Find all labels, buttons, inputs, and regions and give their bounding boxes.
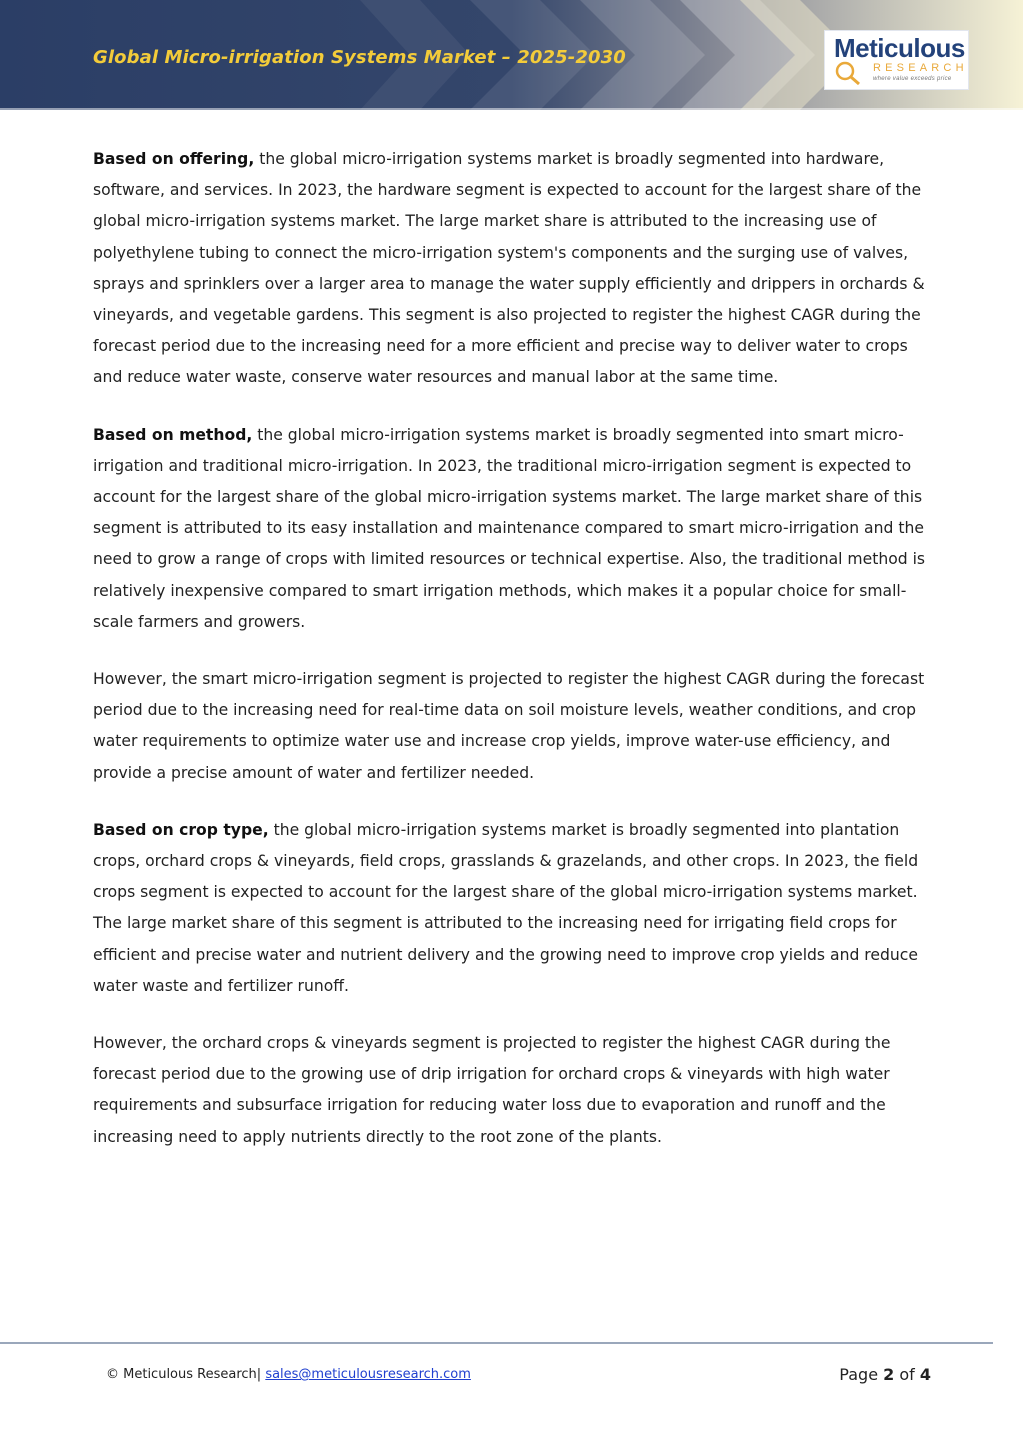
document-title: Global Micro-irrigation Systems Market – 2025-2030: [93, 47, 626, 68]
page-current: 2: [883, 1365, 895, 1384]
page-prefix: Page: [839, 1365, 884, 1384]
paragraph-method: [93, 420, 938, 638]
paragraph-text: However, the orchard crops & vineyards segment is projected to register the highest CAGR during the forecast period due to the growing use of drip irrigation for orchard crops & vineyards with high water requirements and subsurface irrigation for reducing water loss due to evaporation and runoff and the increasing need to apply nutrients directly to the root zone of the plants.: [93, 1034, 891, 1146]
paragraph-orchard-crops: [93, 1028, 938, 1153]
page-header: [0, 0, 1023, 110]
paragraph-text: the global micro-irrigation systems market is broadly segmented into hardware, software, and services. In 2023, the hardware segment is expected to account for the largest share of the global micro-irrigation systems market. The large market share is attributed to the increasing use of polyethylene tubing to connect the micro-irrigation system's components and the surging use of valves, sprays and sprinklers over a larger area to manage the water supply efficiently and drippers in orchards & vineyards, and vegetable gardens. This segment is also projected to register the highest CAGR during the forecast period due to the increasing need for a more efficient and precise way to deliver water to crops and reduce water waste, conserve water resources and manual labor at the same time.: [93, 150, 925, 387]
paragraph-crop-type: [93, 815, 938, 1002]
footer-copyright: [106, 1367, 471, 1382]
footer-divider: [0, 1342, 993, 1344]
page-total: 4: [919, 1365, 931, 1384]
paragraph-lead: Based on offering,: [93, 150, 255, 168]
sales-email-link[interactable]: sales@meticulousresearch.com: [265, 1367, 471, 1382]
copyright-text: © Meticulous Research|: [106, 1367, 262, 1382]
page-number: [839, 1365, 931, 1384]
page-of: of: [894, 1365, 920, 1384]
magnifier-icon: [833, 61, 873, 85]
paragraph-lead: Based on method,: [93, 425, 253, 444]
document-body: [93, 144, 938, 1179]
paragraph-lead: Based on crop type,: [93, 820, 269, 839]
paragraph-text: the global micro-irrigation systems market is broadly segmented into smart micro-irrigation and traditional micro-irrigation. In 2023, the traditional micro-irrigation segment is expected to account for the largest share of the global micro-irrigation systems market. The large market share of this segment is attributed to its easy installation and maintenance compared to smart micro-irrigation and the need to grow a range of crops with limited resources or technical expertise. Also, the traditional method is relatively inexpensive compared to smart irrigation methods, which makes it a popular choice for small-scale farmers and growers.: [93, 425, 926, 631]
logo-wordmark: Meticulous: [834, 33, 965, 63]
paragraph-text: the global micro-irrigation systems market is broadly segmented into plantation crops, orchard crops & vineyards, field crops, grasslands & grazelands, and other crops. In 2023, the field crops segment is expected to account for the largest share of the global micro-irrigation systems market. The large market share of this segment is attributed to the increasing need for irrigating field crops for efficient and precise water and nutrient delivery and the growing need to improve crop yields and reduce water waste and fertilizer runoff.: [93, 820, 919, 995]
logo-tagline: where value exceeds price: [873, 76, 952, 82]
meticulous-research-logo: [824, 30, 969, 90]
paragraph-text: However, the smart micro-irrigation segment is projected to register the highest CAGR during the forecast period due to the increasing need for real-time data on soil moisture levels, weather conditions, and crop water requirements to optimize water use and increase crop yields, improve water-use efficiency, and provide a precise amount of water and fertilizer needed.: [93, 670, 925, 782]
logo-research-text: RESEARCH: [873, 62, 968, 74]
paragraph-smart-method: [93, 664, 938, 789]
paragraph-offering: [93, 144, 938, 394]
